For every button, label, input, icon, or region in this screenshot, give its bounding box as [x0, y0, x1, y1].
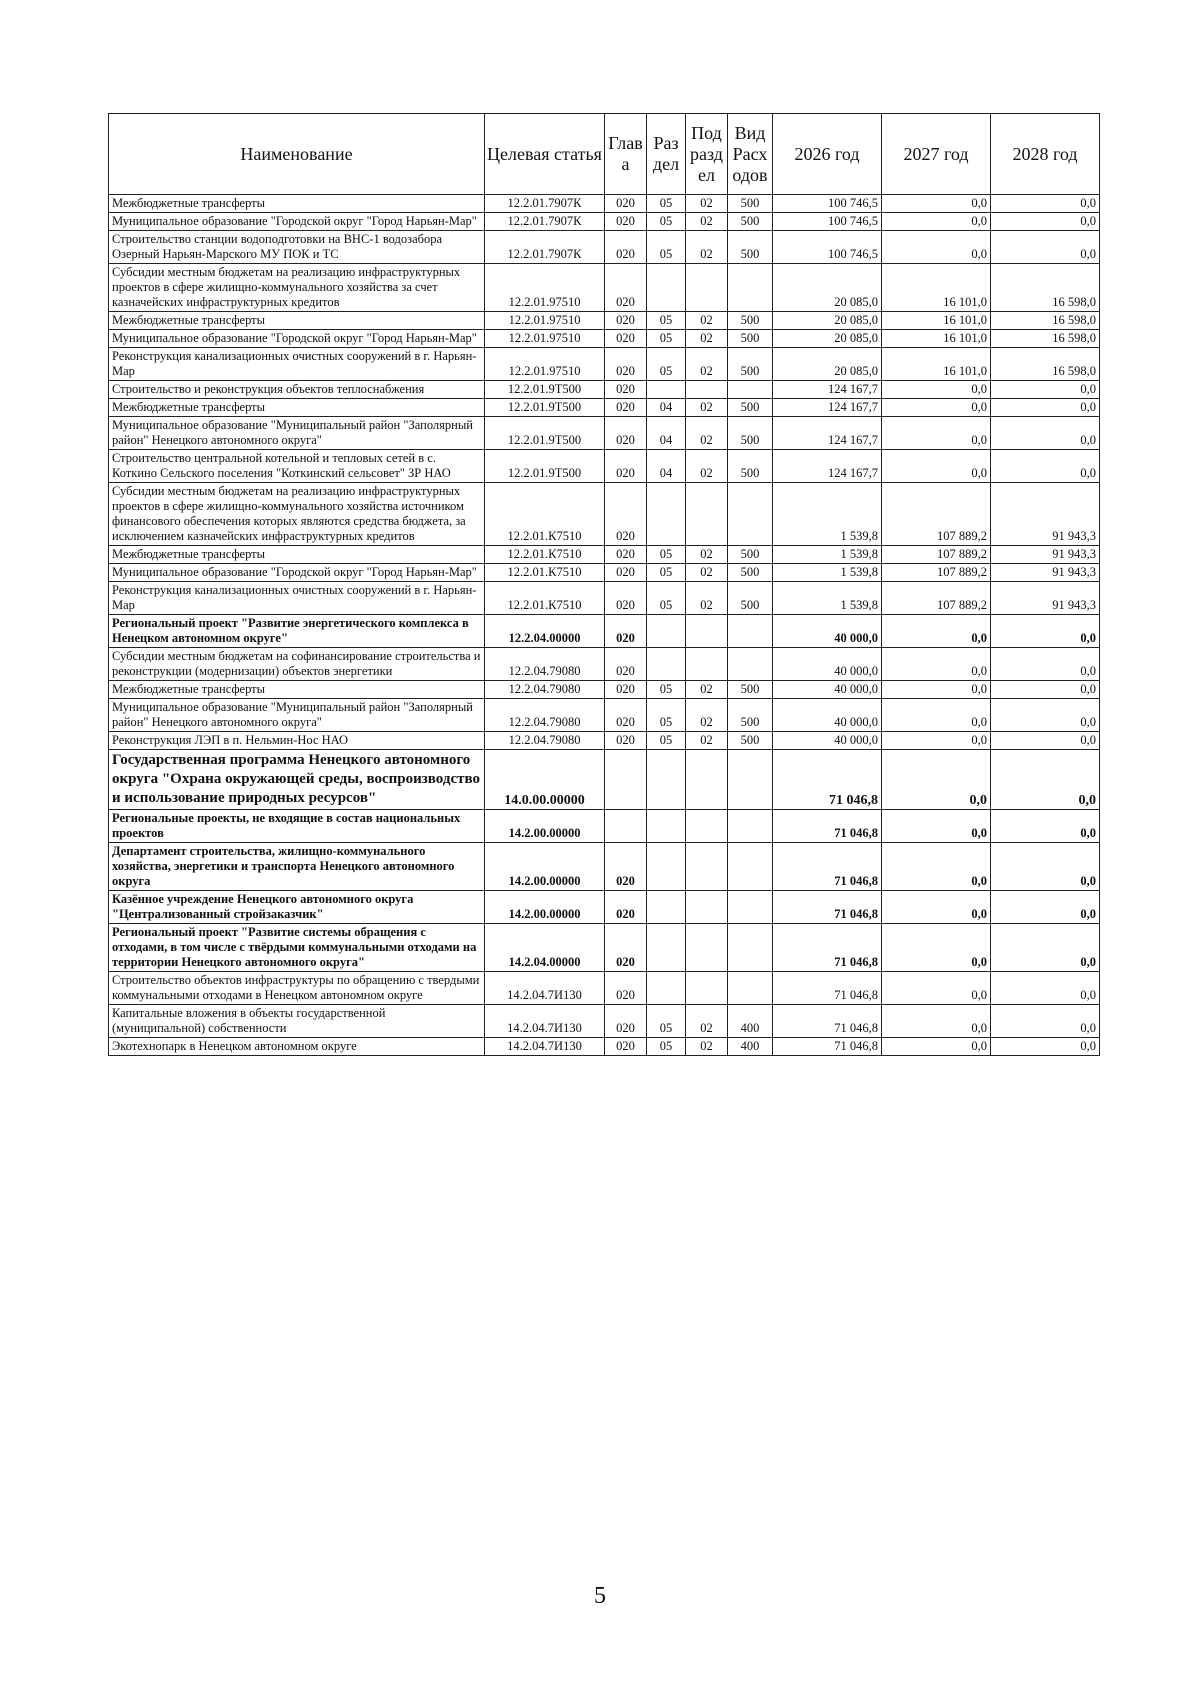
cell-glava [605, 810, 647, 843]
cell-2028: 0,0 [991, 381, 1100, 399]
cell-2026: 100 746,5 [773, 231, 882, 264]
cell-2028: 91 943,3 [991, 564, 1100, 582]
cell-vid: 500 [728, 231, 773, 264]
header-2026: 2026 год [773, 114, 882, 195]
cell-name: Межбюджетные трансферты [109, 546, 485, 564]
cell-glava: 020 [605, 231, 647, 264]
cell-name: Муниципальное образование "Городской округ "Город Нарьян-Мар" [109, 330, 485, 348]
cell-glava: 020 [605, 348, 647, 381]
table-row [109, 399, 1100, 417]
cell-glava: 020 [605, 417, 647, 450]
cell-vid [728, 483, 773, 546]
cell-razdel [647, 750, 686, 810]
cell-podrazdel: 02 [686, 546, 728, 564]
cell-glava: 020 [605, 399, 647, 417]
cell-2028: 91 943,3 [991, 582, 1100, 615]
table-row [109, 582, 1100, 615]
cell-podrazdel: 02 [686, 1038, 728, 1056]
header-podrazdel: Под разд ел [686, 114, 728, 195]
cell-podrazdel: 02 [686, 732, 728, 750]
cell-name: Казённое учреждение Ненецкого автономного округа "Централизованный стройзаказчик" [109, 891, 485, 924]
cell-razdel [647, 972, 686, 1005]
cell-2027: 0,0 [882, 381, 991, 399]
table-row [109, 1038, 1100, 1056]
table-row [109, 843, 1100, 891]
cell-2027: 0,0 [882, 810, 991, 843]
cell-razdel: 04 [647, 450, 686, 483]
cell-podrazdel [686, 891, 728, 924]
cell-razdel [647, 648, 686, 681]
cell-vid [728, 615, 773, 648]
cell-2027: 107 889,2 [882, 483, 991, 546]
table-row [109, 348, 1100, 381]
cell-podrazdel: 02 [686, 231, 728, 264]
cell-name: Реконструкция канализационных очистных сооружений в г. Нарьян-Мар [109, 348, 485, 381]
cell-razdel [647, 810, 686, 843]
cell-name: Экотехнопарк в Ненецком автономном округе [109, 1038, 485, 1056]
page-number: 5 [594, 1583, 606, 1609]
cell-razdel: 05 [647, 330, 686, 348]
cell-2028: 16 598,0 [991, 312, 1100, 330]
cell-vid: 500 [728, 417, 773, 450]
cell-glava: 020 [605, 546, 647, 564]
cell-razdel: 05 [647, 1038, 686, 1056]
cell-glava: 020 [605, 312, 647, 330]
cell-2027: 0,0 [882, 417, 991, 450]
cell-vid [728, 750, 773, 810]
cell-2028: 0,0 [991, 972, 1100, 1005]
cell-vid: 500 [728, 450, 773, 483]
cell-2028: 0,0 [991, 1038, 1100, 1056]
cell-2028: 0,0 [991, 648, 1100, 681]
cell-vid: 500 [728, 399, 773, 417]
cell-name: Региональный проект "Развитие системы обращения с отходами, в том числе с твёрдыми коммунальными отходами на территории Ненецкого автономного округа" [109, 924, 485, 972]
table-row [109, 732, 1100, 750]
table-header-row [109, 114, 1100, 195]
cell-vid: 500 [728, 330, 773, 348]
cell-2026: 71 046,8 [773, 810, 882, 843]
table-row [109, 750, 1100, 810]
cell-podrazdel: 02 [686, 417, 728, 450]
cell-vid: 500 [728, 312, 773, 330]
cell-article: 12.2.01.7907К [485, 213, 605, 231]
cell-article: 12.2.04.00000 [485, 615, 605, 648]
table-row [109, 330, 1100, 348]
cell-2026: 40 000,0 [773, 732, 882, 750]
cell-2026: 124 167,7 [773, 399, 882, 417]
cell-2026: 71 046,8 [773, 972, 882, 1005]
cell-2027: 0,0 [882, 732, 991, 750]
cell-podrazdel: 02 [686, 312, 728, 330]
table-row [109, 231, 1100, 264]
cell-2028: 0,0 [991, 213, 1100, 231]
header-2027: 2027 год [882, 114, 991, 195]
cell-2028: 0,0 [991, 891, 1100, 924]
cell-article: 12.2.01.7907К [485, 195, 605, 213]
cell-vid: 500 [728, 564, 773, 582]
cell-2028: 91 943,3 [991, 483, 1100, 546]
cell-name: Субсидии местным бюджетам на реализацию инфраструктурных проектов в сфере жилищно-коммунального хозяйства за счет казначейских инфраструктурных кредитов [109, 264, 485, 312]
cell-2026: 20 085,0 [773, 264, 882, 312]
cell-2028: 16 598,0 [991, 348, 1100, 381]
cell-2027: 0,0 [882, 648, 991, 681]
cell-razdel: 05 [647, 213, 686, 231]
cell-article: 12.2.01.9Т500 [485, 399, 605, 417]
table-row [109, 972, 1100, 1005]
cell-name: Региональные проекты, не входящие в состав национальных проектов [109, 810, 485, 843]
cell-2026: 71 046,8 [773, 1038, 882, 1056]
cell-glava: 020 [605, 972, 647, 1005]
cell-podrazdel: 02 [686, 450, 728, 483]
cell-vid [728, 924, 773, 972]
cell-article: 14.2.04.7И130 [485, 1038, 605, 1056]
cell-vid [728, 648, 773, 681]
cell-2026: 20 085,0 [773, 312, 882, 330]
cell-2027: 0,0 [882, 450, 991, 483]
cell-podrazdel [686, 843, 728, 891]
cell-2028: 0,0 [991, 681, 1100, 699]
cell-name: Реконструкция ЛЭП в п. Нельмин-Нос НАО [109, 732, 485, 750]
cell-name: Межбюджетные трансферты [109, 312, 485, 330]
cell-2026: 71 046,8 [773, 843, 882, 891]
cell-vid: 500 [728, 699, 773, 732]
cell-2026: 1 539,8 [773, 483, 882, 546]
cell-podrazdel [686, 381, 728, 399]
cell-2026: 1 539,8 [773, 582, 882, 615]
header-2028: 2028 год [991, 114, 1100, 195]
cell-article: 14.2.04.7И130 [485, 972, 605, 1005]
table-row [109, 1005, 1100, 1038]
cell-2027: 107 889,2 [882, 582, 991, 615]
cell-glava: 020 [605, 450, 647, 483]
cell-glava: 020 [605, 264, 647, 312]
table-row [109, 648, 1100, 681]
cell-article: 14.2.04.00000 [485, 924, 605, 972]
cell-vid: 500 [728, 681, 773, 699]
cell-podrazdel: 02 [686, 213, 728, 231]
cell-2027: 16 101,0 [882, 330, 991, 348]
cell-article: 12.2.01.97510 [485, 264, 605, 312]
cell-2026: 100 746,5 [773, 213, 882, 231]
table-row [109, 615, 1100, 648]
cell-name: Государственная программа Ненецкого автономного округа "Охрана окружающей среды, воспроизводство и использование природных ресурсов" [109, 750, 485, 810]
cell-glava: 020 [605, 681, 647, 699]
cell-razdel: 05 [647, 231, 686, 264]
cell-2027: 0,0 [882, 1038, 991, 1056]
cell-2026: 1 539,8 [773, 546, 882, 564]
cell-razdel: 05 [647, 312, 686, 330]
cell-glava: 020 [605, 924, 647, 972]
cell-2027: 0,0 [882, 843, 991, 891]
cell-2027: 0,0 [882, 750, 991, 810]
cell-glava: 020 [605, 483, 647, 546]
cell-name: Муниципальное образование "Городской округ "Город Нарьян-Мар" [109, 564, 485, 582]
cell-article: 12.2.04.79080 [485, 732, 605, 750]
cell-vid: 500 [728, 546, 773, 564]
cell-podrazdel [686, 648, 728, 681]
cell-2027: 16 101,0 [882, 348, 991, 381]
cell-2026: 71 046,8 [773, 1005, 882, 1038]
table-row [109, 450, 1100, 483]
cell-article: 14.2.00.00000 [485, 843, 605, 891]
cell-2027: 0,0 [882, 681, 991, 699]
cell-2026: 40 000,0 [773, 699, 882, 732]
cell-name: Капитальные вложения в объекты государственной (муниципальной) собственности [109, 1005, 485, 1038]
header-razdel: Раз дел [647, 114, 686, 195]
cell-2028: 0,0 [991, 615, 1100, 648]
table-row [109, 195, 1100, 213]
cell-glava: 020 [605, 1038, 647, 1056]
cell-article: 12.2.01.97510 [485, 348, 605, 381]
cell-podrazdel: 02 [686, 681, 728, 699]
cell-2026: 124 167,7 [773, 450, 882, 483]
cell-2027: 0,0 [882, 231, 991, 264]
cell-podrazdel [686, 972, 728, 1005]
cell-name: Департамент строительства, жилищно-коммунального хозяйства, энергетики и транспорта Ненецкого автономного округа [109, 843, 485, 891]
header-vid: Вид Расх одов [728, 114, 773, 195]
cell-2028: 16 598,0 [991, 330, 1100, 348]
cell-2027: 16 101,0 [882, 264, 991, 312]
cell-2028: 0,0 [991, 195, 1100, 213]
cell-article: 12.2.04.79080 [485, 681, 605, 699]
cell-article: 12.2.01.97510 [485, 312, 605, 330]
cell-2027: 0,0 [882, 699, 991, 732]
cell-razdel: 05 [647, 348, 686, 381]
cell-razdel [647, 924, 686, 972]
cell-vid: 500 [728, 213, 773, 231]
table-row [109, 546, 1100, 564]
cell-2028: 0,0 [991, 417, 1100, 450]
cell-2028: 91 943,3 [991, 546, 1100, 564]
cell-vid: 400 [728, 1005, 773, 1038]
cell-2028: 0,0 [991, 450, 1100, 483]
cell-article: 12.2.01.9Т500 [485, 381, 605, 399]
cell-article: 12.2.04.79080 [485, 699, 605, 732]
cell-2027: 16 101,0 [882, 312, 991, 330]
budget-table [108, 113, 1100, 1056]
cell-glava: 020 [605, 891, 647, 924]
table-body [109, 195, 1100, 1056]
table-row [109, 417, 1100, 450]
table-row [109, 564, 1100, 582]
cell-2028: 0,0 [991, 843, 1100, 891]
cell-razdel: 05 [647, 564, 686, 582]
cell-glava: 020 [605, 582, 647, 615]
cell-razdel [647, 483, 686, 546]
cell-podrazdel [686, 483, 728, 546]
cell-2026: 1 539,8 [773, 564, 882, 582]
cell-name: Межбюджетные трансферты [109, 681, 485, 699]
table-row [109, 381, 1100, 399]
cell-2028: 16 598,0 [991, 264, 1100, 312]
cell-razdel: 05 [647, 546, 686, 564]
cell-2026: 71 046,8 [773, 891, 882, 924]
cell-2026: 124 167,7 [773, 381, 882, 399]
cell-article: 12.2.01.К7510 [485, 582, 605, 615]
cell-glava: 020 [605, 843, 647, 891]
cell-2027: 0,0 [882, 972, 991, 1005]
table-row [109, 681, 1100, 699]
cell-razdel [647, 843, 686, 891]
cell-vid: 500 [728, 732, 773, 750]
cell-razdel: 05 [647, 699, 686, 732]
cell-vid [728, 972, 773, 1005]
cell-2026: 100 746,5 [773, 195, 882, 213]
cell-podrazdel: 02 [686, 195, 728, 213]
table-row [109, 483, 1100, 546]
table-row [109, 810, 1100, 843]
table-row [109, 699, 1100, 732]
cell-razdel: 05 [647, 195, 686, 213]
cell-name: Межбюджетные трансферты [109, 195, 485, 213]
cell-2026: 20 085,0 [773, 348, 882, 381]
cell-glava: 020 [605, 213, 647, 231]
cell-2028: 0,0 [991, 1005, 1100, 1038]
table-row [109, 312, 1100, 330]
cell-article: 12.2.01.К7510 [485, 483, 605, 546]
cell-article: 12.2.01.9Т500 [485, 417, 605, 450]
cell-2026: 40 000,0 [773, 615, 882, 648]
cell-article: 14.2.04.7И130 [485, 1005, 605, 1038]
cell-2026: 71 046,8 [773, 750, 882, 810]
cell-name: Муниципальное образование "Городской округ "Город Нарьян-Мар" [109, 213, 485, 231]
cell-2027: 107 889,2 [882, 564, 991, 582]
cell-podrazdel: 02 [686, 1005, 728, 1038]
cell-2026: 20 085,0 [773, 330, 882, 348]
cell-article: 14.2.00.00000 [485, 891, 605, 924]
cell-podrazdel [686, 264, 728, 312]
cell-2028: 0,0 [991, 750, 1100, 810]
cell-article: 12.2.01.97510 [485, 330, 605, 348]
cell-2027: 0,0 [882, 195, 991, 213]
cell-podrazdel: 02 [686, 348, 728, 381]
cell-vid [728, 264, 773, 312]
header-article: Целевая статья [485, 114, 605, 195]
cell-vid [728, 810, 773, 843]
cell-article: 12.2.01.К7510 [485, 546, 605, 564]
cell-vid [728, 843, 773, 891]
cell-name: Муниципальное образование "Муниципальный район "Заполярный район" Ненецкого автономного округа" [109, 417, 485, 450]
cell-vid [728, 891, 773, 924]
cell-glava: 020 [605, 381, 647, 399]
cell-name: Реконструкция канализационных очистных сооружений в г. Нарьян-Мар [109, 582, 485, 615]
table-row [109, 924, 1100, 972]
cell-podrazdel [686, 924, 728, 972]
cell-2028: 0,0 [991, 699, 1100, 732]
cell-razdel: 05 [647, 582, 686, 615]
cell-razdel [647, 264, 686, 312]
cell-razdel: 04 [647, 399, 686, 417]
cell-2027: 0,0 [882, 1005, 991, 1038]
cell-2028: 0,0 [991, 399, 1100, 417]
cell-article: 14.2.00.00000 [485, 810, 605, 843]
cell-glava [605, 750, 647, 810]
cell-glava: 020 [605, 648, 647, 681]
cell-podrazdel: 02 [686, 399, 728, 417]
cell-article: 12.2.01.7907К [485, 231, 605, 264]
cell-name: Строительство центральной котельной и тепловых сетей в с. Коткино Сельского поселения "Коткинский сельсовет" ЗР НАО [109, 450, 485, 483]
cell-name: Межбюджетные трансферты [109, 399, 485, 417]
cell-2027: 0,0 [882, 399, 991, 417]
cell-podrazdel [686, 810, 728, 843]
cell-2027: 0,0 [882, 213, 991, 231]
cell-2026: 40 000,0 [773, 681, 882, 699]
cell-razdel: 05 [647, 1005, 686, 1038]
cell-podrazdel [686, 615, 728, 648]
cell-article: 14.0.00.00000 [485, 750, 605, 810]
cell-glava: 020 [605, 1005, 647, 1038]
cell-razdel [647, 381, 686, 399]
cell-name: Субсидии местным бюджетам на реализацию инфраструктурных проектов в сфере жилищно-коммунального хозяйства источником финансового обеспечения которых являются средства бюджета, за исключением казначейских инфраструктурных кредитов [109, 483, 485, 546]
cell-2027: 0,0 [882, 891, 991, 924]
cell-razdel [647, 891, 686, 924]
cell-2027: 107 889,2 [882, 546, 991, 564]
cell-razdel: 04 [647, 417, 686, 450]
cell-razdel: 05 [647, 732, 686, 750]
cell-vid: 500 [728, 348, 773, 381]
cell-razdel: 05 [647, 681, 686, 699]
cell-article: 12.2.04.79080 [485, 648, 605, 681]
cell-podrazdel [686, 750, 728, 810]
cell-vid: 500 [728, 582, 773, 615]
header-name: Наименование [109, 114, 485, 195]
cell-2028: 0,0 [991, 231, 1100, 264]
cell-glava: 020 [605, 564, 647, 582]
cell-glava: 020 [605, 195, 647, 213]
cell-glava: 020 [605, 615, 647, 648]
cell-name: Строительство и реконструкция объектов теплоснабжения [109, 381, 485, 399]
cell-article: 12.2.01.К7510 [485, 564, 605, 582]
cell-2027: 0,0 [882, 615, 991, 648]
cell-2026: 71 046,8 [773, 924, 882, 972]
cell-podrazdel: 02 [686, 564, 728, 582]
cell-name: Муниципальное образование "Муниципальный район "Заполярный район" Ненецкого автономного округа" [109, 699, 485, 732]
cell-glava: 020 [605, 732, 647, 750]
cell-glava: 020 [605, 699, 647, 732]
cell-vid: 400 [728, 1038, 773, 1056]
cell-2026: 40 000,0 [773, 648, 882, 681]
cell-glava: 020 [605, 330, 647, 348]
cell-2026: 124 167,7 [773, 417, 882, 450]
cell-article: 12.2.01.9Т500 [485, 450, 605, 483]
cell-name: Строительство объектов инфраструктуры по обращению с твердыми коммунальными отходами в Ненецком автономном округе [109, 972, 485, 1005]
cell-vid [728, 381, 773, 399]
header-glava: Глав а [605, 114, 647, 195]
table-row [109, 264, 1100, 312]
cell-vid: 500 [728, 195, 773, 213]
cell-podrazdel: 02 [686, 330, 728, 348]
cell-name: Строительство станции водоподготовки на ВНС-1 водозабора Озерный Нарьян-Марского МУ ПОК и ТС [109, 231, 485, 264]
table-row [109, 213, 1100, 231]
cell-name: Региональный проект "Развитие энергетического комплекса в Ненецком автономном округе" [109, 615, 485, 648]
table-row [109, 891, 1100, 924]
cell-name: Субсидии местным бюджетам на софинансирование строительства и реконструкции (модернизации) объектов энергетики [109, 648, 485, 681]
cell-2028: 0,0 [991, 810, 1100, 843]
cell-2028: 0,0 [991, 924, 1100, 972]
cell-podrazdel: 02 [686, 582, 728, 615]
cell-razdel [647, 615, 686, 648]
cell-podrazdel: 02 [686, 699, 728, 732]
cell-2027: 0,0 [882, 924, 991, 972]
cell-2028: 0,0 [991, 732, 1100, 750]
